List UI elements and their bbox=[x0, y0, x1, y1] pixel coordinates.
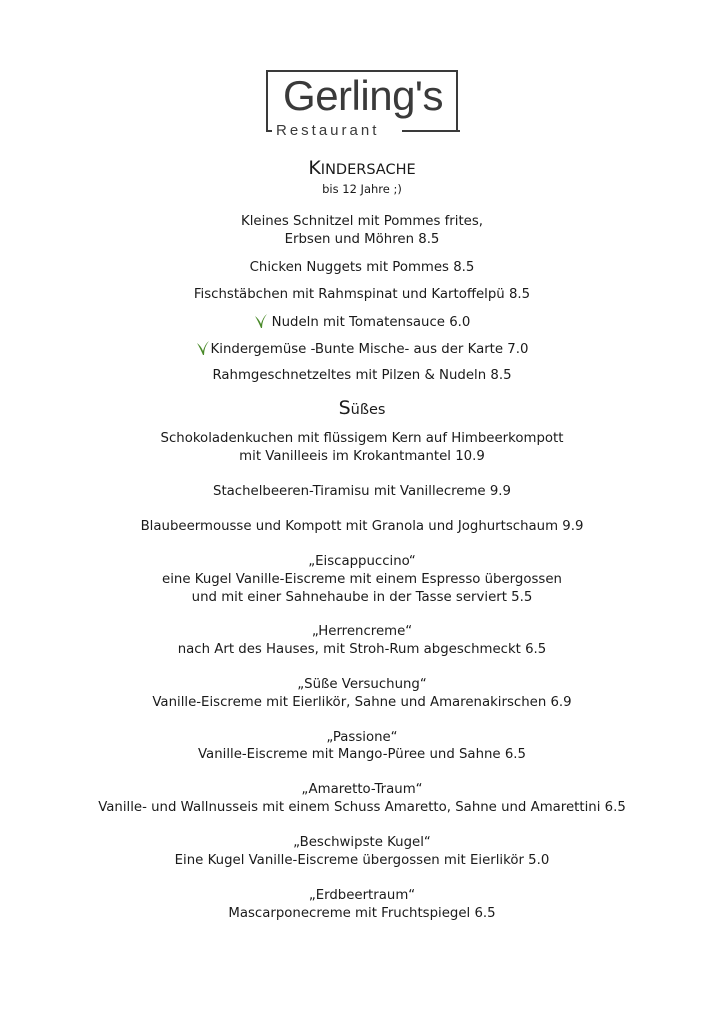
section-heading-suesses: Süßes bbox=[338, 397, 386, 419]
menu-item: eine Kugel Vanille-Eiscreme mit einem Espresso übergossen bbox=[162, 572, 562, 587]
dessert-name: „Süße Versuchung“ bbox=[297, 677, 427, 692]
vegan-leaf-icon bbox=[254, 313, 268, 329]
menu-item: Chicken Nuggets mit Pommes 8.5 bbox=[249, 260, 475, 275]
menu-item: Fischstäbchen mit Rahmspinat und Kartoffelpü 8.5 bbox=[193, 287, 531, 302]
logo-title: Gerling's bbox=[283, 72, 443, 119]
section-subtitle: bis 12 Jahre ;) bbox=[322, 182, 402, 196]
menu-item: Vanille-Eiscreme mit Mango-Püree und Sahne 6.5 bbox=[197, 747, 526, 762]
menu-item: nach Art des Hauses, mit Stroh-Rum abgeschmeckt 6.5 bbox=[177, 642, 547, 657]
dessert-name: „Erdbeertraum“ bbox=[308, 888, 416, 903]
logo-subtitle: Restaurant bbox=[274, 122, 402, 140]
vegan-leaf-icon bbox=[196, 340, 210, 356]
menu-item: Mascarponecreme mit Fruchtspiegel 6.5 bbox=[228, 906, 496, 921]
dessert-name: „Eiscappuccino“ bbox=[308, 554, 416, 569]
menu-item: Erbsen und Möhren 8.5 bbox=[284, 232, 440, 247]
restaurant-logo bbox=[266, 70, 460, 138]
dessert-name: „Amaretto-Traum“ bbox=[301, 782, 423, 797]
menu-item: Schokoladenkuchen mit flüssigem Kern auf Himbeerkompott bbox=[160, 431, 564, 446]
dessert-name: „Passione“ bbox=[326, 730, 398, 745]
menu-item: Rahmgeschnetzeltes mit Pilzen & Nudeln 8.5 bbox=[212, 368, 512, 383]
menu-item: Stachelbeeren-Tiramisu mit Vanillecreme 9.9 bbox=[213, 484, 511, 499]
menu-item: Blaubeermousse und Kompott mit Granola und Joghurtschaum 9.9 bbox=[140, 519, 584, 534]
menu-item: mit Vanilleeis im Krokantmantel 10.9 bbox=[239, 449, 485, 464]
menu-item-vegan: Kindergemüse -Bunte Mische- aus der Karte 7.0 bbox=[0, 340, 724, 359]
dessert-name: „Beschwipste Kugel“ bbox=[293, 835, 431, 850]
dessert-name: „Herrencreme“ bbox=[311, 624, 413, 639]
menu-item: und mit einer Sahnehaube in der Tasse serviert 5.5 bbox=[191, 590, 533, 605]
menu-item: Eine Kugel Vanille-Eiscreme übergossen mit Eierlikör 5.0 bbox=[174, 853, 550, 868]
section-heading-kindersache: KINDERSACHE bbox=[308, 157, 416, 179]
menu-item-vegan: Nudeln mit Tomatensauce 6.0 bbox=[0, 313, 724, 332]
menu-item: Kleines Schnitzel mit Pommes frites, bbox=[240, 214, 484, 229]
menu-item: Vanille-Eiscreme mit Eierlikör, Sahne und Amarenakirschen 6.9 bbox=[152, 695, 572, 710]
menu-item: Vanille- und Wallnusseis mit einem Schuss Amaretto, Sahne und Amarettini 6.5 bbox=[98, 800, 626, 815]
